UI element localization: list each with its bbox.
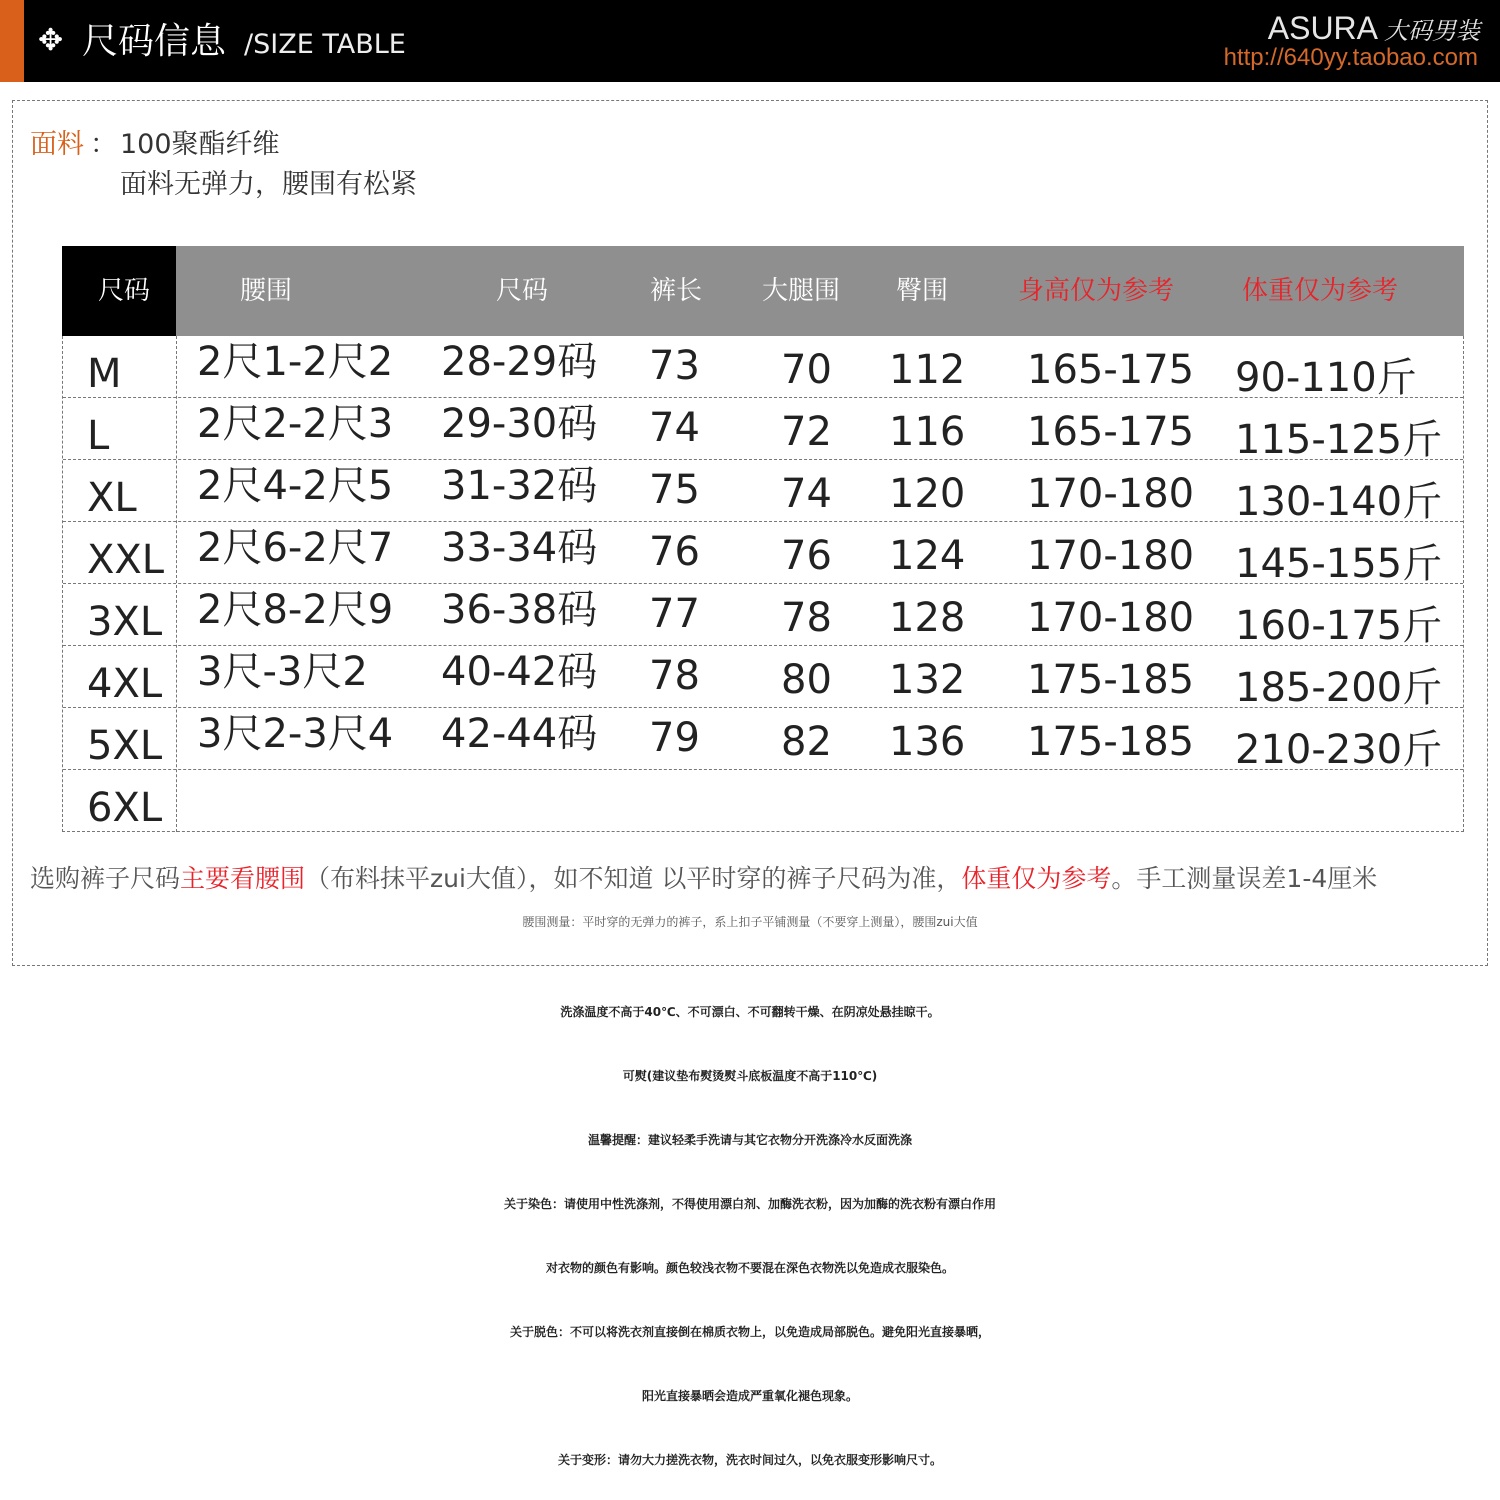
care-line: 关于染色：请使用中性洗涤剂，不得使用漂白剂、加酶洗衣粉，因为加酶的洗衣粉有漂白作用 bbox=[503, 1197, 996, 1211]
cell-size-code: 36-38码 bbox=[441, 587, 598, 633]
size-table bbox=[62, 246, 1464, 832]
care-line: 关于变形：请勿大力搓洗衣物，洗衣时间过久，以免衣服变形影响尺寸。 bbox=[557, 1453, 942, 1467]
table-row bbox=[63, 708, 1463, 773]
header-length: 裤长 bbox=[650, 276, 703, 306]
cell-waist: 2尺2-2尺3 bbox=[197, 401, 394, 447]
brand-name-cn: 大码男装 bbox=[1384, 17, 1480, 45]
cell-thigh: 74 bbox=[781, 471, 832, 517]
cell-thigh: 82 bbox=[781, 719, 832, 765]
fabric-value: 100聚酯纤维 bbox=[120, 129, 280, 160]
cell-size-code: 28-29码 bbox=[441, 339, 598, 385]
cell-size-code: 40-42码 bbox=[441, 649, 598, 695]
cell-weight: 130-140斤 bbox=[1235, 479, 1443, 525]
care-line: 洗涤温度不高于40℃、不可漂白、不可翻转干燥、在阴凉处悬挂晾干。 bbox=[560, 1005, 940, 1019]
cell-length: 73 bbox=[649, 343, 700, 389]
care-line: 对衣物的颜色有影响。颜色较浅衣物不要混在深色衣物洗以免造成衣服染色。 bbox=[545, 1261, 954, 1275]
page-subtitle: /SIZE TABLE bbox=[244, 29, 406, 60]
cell-waist: 2尺1-2尺2 bbox=[197, 339, 394, 385]
cell-size: 5XL bbox=[87, 723, 163, 769]
cell-weight: 185-200斤 bbox=[1235, 665, 1443, 711]
cell-hip: 128 bbox=[889, 595, 966, 641]
cell-weight: 160-175斤 bbox=[1235, 603, 1443, 649]
table-header bbox=[62, 246, 1464, 336]
cell-hip: 136 bbox=[889, 719, 966, 765]
header-size: 尺码 bbox=[98, 276, 151, 306]
cell-waist: 3尺2-3尺4 bbox=[197, 711, 394, 757]
table-row bbox=[63, 522, 1463, 587]
cell-size: 6XL bbox=[87, 785, 163, 831]
cell-weight: 145-155斤 bbox=[1235, 541, 1443, 587]
cell-waist: 2尺4-2尺5 bbox=[197, 463, 394, 509]
header-waist: 腰围 bbox=[240, 276, 293, 306]
cell-waist: 3尺-3尺2 bbox=[197, 649, 368, 695]
cell-height: 170-180 bbox=[1027, 595, 1195, 641]
header-weight-ref: 体重仅为参考 bbox=[1242, 276, 1399, 306]
fabric-note: 面料无弹力，腰围有松紧 bbox=[120, 169, 417, 200]
cell-size: M bbox=[87, 351, 122, 397]
cell-height: 165-175 bbox=[1027, 347, 1195, 393]
table-row bbox=[63, 398, 1463, 463]
cell-size: 3XL bbox=[87, 599, 163, 645]
cell-weight: 115-125斤 bbox=[1235, 417, 1443, 463]
care-line: 温馨提醒：建议轻柔手洗请与其它衣物分开洗涤冷水反面洗涤 bbox=[587, 1133, 912, 1147]
cell-hip: 116 bbox=[889, 409, 966, 455]
cell-length: 75 bbox=[649, 467, 700, 513]
header-size-code: 尺码 bbox=[496, 276, 549, 306]
note-text: 。手工测量误差1-4厘米 bbox=[1111, 864, 1378, 893]
cell-height: 175-185 bbox=[1027, 657, 1195, 703]
note-text: （布料抹平zui大值），如不知道 以平时穿的裤子尺码为准， bbox=[305, 864, 962, 893]
header-accent bbox=[0, 0, 24, 82]
cell-weight: 90-110斤 bbox=[1235, 355, 1417, 401]
cell-size: L bbox=[87, 413, 110, 459]
table-body bbox=[62, 336, 1464, 832]
shop-url-link[interactable]: http://640yy.taobao.com bbox=[1223, 44, 1478, 71]
care-line: 可熨(建议垫布熨烫熨斗底板温度不高于110℃) bbox=[622, 1069, 878, 1083]
header-bar bbox=[0, 0, 1500, 82]
header-hip: 臀围 bbox=[896, 276, 949, 306]
cell-waist: 2尺6-2尺7 bbox=[197, 525, 394, 571]
cell-height: 170-180 bbox=[1027, 533, 1195, 579]
care-line: 关于脱色：不可以将洗衣剂直接倒在棉质衣物上，以免造成局部脱色。避免阳光直接暴晒， bbox=[509, 1325, 990, 1339]
fabric-label: 面料 bbox=[30, 129, 84, 160]
header-thigh: 大腿围 bbox=[762, 276, 841, 306]
cell-size-code: 31-32码 bbox=[441, 463, 598, 509]
care-line: 阳光直接暴晒会造成严重氧化褪色现象。 bbox=[641, 1389, 858, 1403]
brand-name: ASURA bbox=[1267, 10, 1378, 46]
note-highlight: 体重仅为参考 bbox=[961, 864, 1112, 893]
table-row bbox=[63, 460, 1463, 525]
cell-size-code: 33-34码 bbox=[441, 525, 598, 571]
cell-length: 79 bbox=[649, 715, 700, 761]
cell-size-code: 29-30码 bbox=[441, 401, 598, 447]
cell-hip: 124 bbox=[889, 533, 966, 579]
page-title: 尺码信息 bbox=[82, 21, 227, 62]
four-arrow-icon: ✥ bbox=[38, 23, 64, 58]
cell-size: XXL bbox=[87, 537, 165, 583]
cell-waist: 2尺8-2尺9 bbox=[197, 587, 394, 633]
cell-length: 78 bbox=[649, 653, 700, 699]
cell-size: XL bbox=[87, 475, 137, 521]
cell-hip: 112 bbox=[889, 347, 966, 393]
cell-height: 175-185 bbox=[1027, 719, 1195, 765]
cell-height: 165-175 bbox=[1027, 409, 1195, 455]
fabric-separator: ： bbox=[90, 129, 117, 160]
note-text: 选购裤子尺码 bbox=[30, 864, 181, 893]
cell-hip: 132 bbox=[889, 657, 966, 703]
cell-thigh: 80 bbox=[781, 657, 832, 703]
cell-size-code: 42-44码 bbox=[441, 711, 598, 757]
cell-length: 74 bbox=[649, 405, 700, 451]
table-row bbox=[63, 336, 1463, 401]
cell-size: 4XL bbox=[87, 661, 163, 707]
cell-thigh: 72 bbox=[781, 409, 832, 455]
cell-height: 170-180 bbox=[1027, 471, 1195, 517]
header-height-ref: 身高仅为参考 bbox=[1018, 276, 1175, 306]
cell-length: 76 bbox=[649, 529, 700, 575]
cell-weight: 210-230斤 bbox=[1235, 727, 1443, 773]
table-row bbox=[63, 584, 1463, 649]
cell-thigh: 78 bbox=[781, 595, 832, 641]
size-selection-note bbox=[30, 862, 1377, 896]
note-highlight: 主要看腰围 bbox=[180, 864, 306, 893]
cell-thigh: 76 bbox=[781, 533, 832, 579]
table-row bbox=[63, 646, 1463, 711]
cell-thigh: 70 bbox=[781, 347, 832, 393]
cell-hip: 120 bbox=[889, 471, 966, 517]
waist-measure-note: 腰围测量：平时穿的无弹力的裤子，系上扣子平铺测量（不要穿上测量），腰围zui大值 bbox=[522, 915, 978, 929]
table-row bbox=[63, 770, 1463, 832]
cell-length: 77 bbox=[649, 591, 700, 637]
